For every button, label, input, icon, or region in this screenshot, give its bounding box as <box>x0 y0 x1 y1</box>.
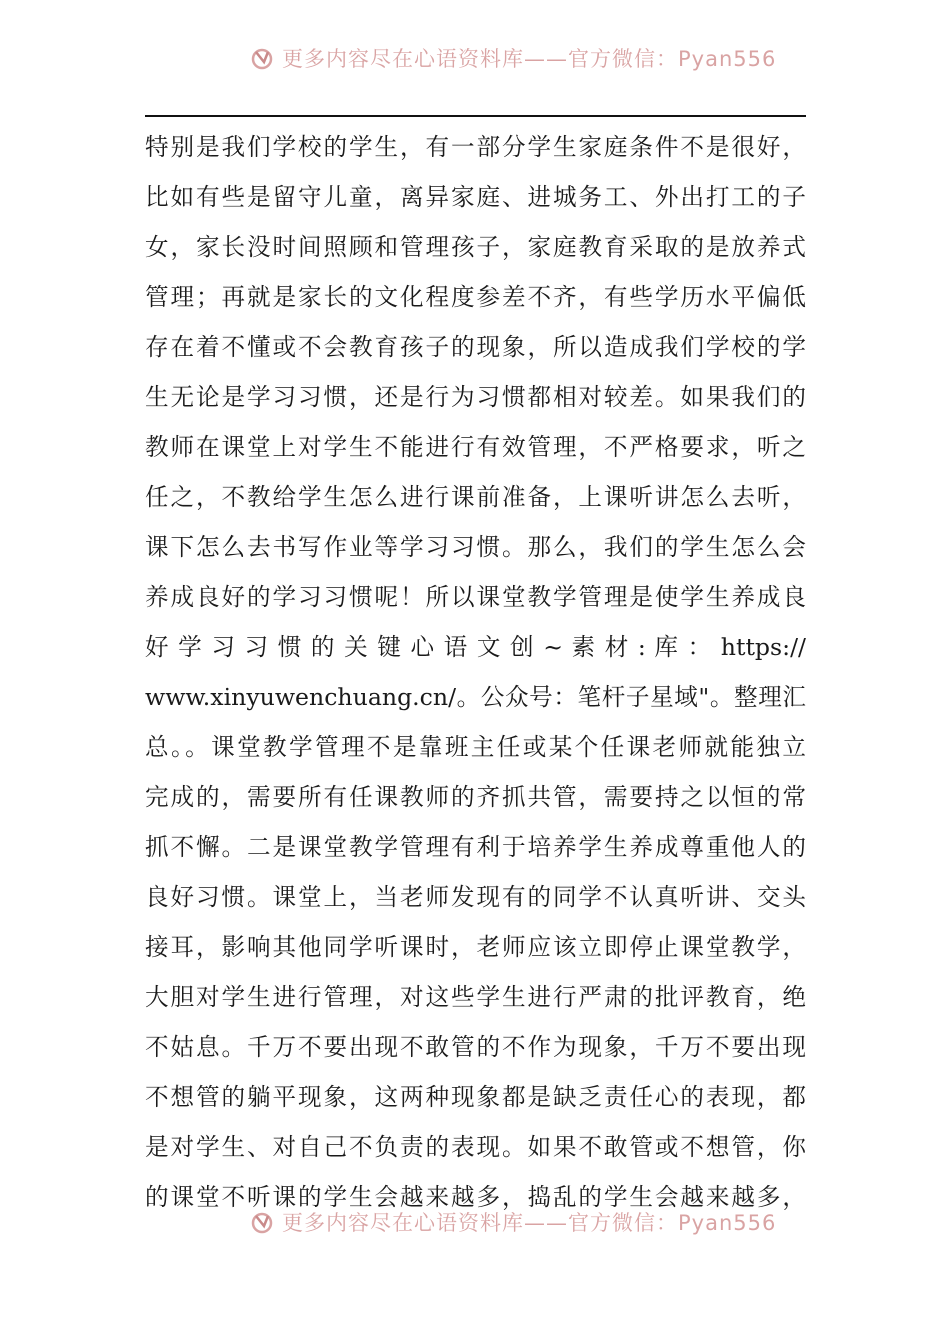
body-line: 存在着不懂或不会教育孩子的现象，所以造成我们学校的学 <box>145 333 806 361</box>
body-line: 总。。课堂教学管理不是靠班主任或某个任课老师就能独立 <box>145 733 806 761</box>
body-line: 特别是我们学校的学生，有一部分学生家庭条件不是很好， <box>145 133 806 161</box>
body-line: 养成良好的学习习惯呢！所以课堂教学管理是使学生养成良 <box>145 583 806 611</box>
footer-watermark <box>0 1200 950 1240</box>
body-line: 任之，不教给学生怎么进行课前准备，上课听讲怎么去听， <box>145 483 806 511</box>
body-line: 好 学 习 习 惯 的 关 键 心 语 文 创 ~ 素 材 : 库 ： https:// <box>145 633 806 661</box>
footer-watermark-text: 更多内容尽在心语资料库——官方微信：Pyan556 <box>282 1211 777 1235</box>
brand-logo-icon <box>250 48 274 70</box>
body-line: 接耳，影响其他同学听课时，老师应该立即停止课堂教学， <box>145 933 806 961</box>
body-line: 课下怎么去书写作业等学习习惯。那么，我们的学生怎么会 <box>145 533 806 561</box>
brand-logo-icon <box>250 1210 274 1234</box>
body-line: 抓不懈。二是课堂教学管理有利于培养学生养成尊重他人的 <box>145 833 806 861</box>
body-line: 不姑息。千万不要出现不敢管的不作为现象，千万不要出现 <box>145 1033 806 1061</box>
body-line: 良好习惯。课堂上，当老师发现有的同学不认真听讲、交头 <box>145 883 806 911</box>
body-line: 不想管的躺平现象，这两种现象都是缺乏责任心的表现，都 <box>145 1083 806 1111</box>
header-divider <box>145 115 806 117</box>
header-watermark <box>0 48 950 88</box>
body-line: 女，家长没时间照顾和管理孩子，家庭教育采取的是放养式 <box>145 233 806 261</box>
document-body <box>145 122 806 1222</box>
body-line: 比如有些是留守儿童，离异家庭、进城务工、外出打工的子 <box>145 183 806 211</box>
header-watermark-text: 更多内容尽在心语资料库——官方微信：Pyan556 <box>282 48 777 71</box>
body-line: www.xinyuwenchuang.cn/。公众号：笔杆子星域"。整理汇 <box>145 683 806 711</box>
body-line: 的课堂不听课的学生会越来越多，捣乱的学生会越来越多， <box>145 1183 806 1211</box>
body-line: 生无论是学习习惯，还是行为习惯都相对较差。如果我们的 <box>145 383 806 411</box>
body-line: 完成的，需要所有任课教师的齐抓共管，需要持之以恒的常 <box>145 783 806 811</box>
body-line: 是对学生、对自己不负责的表现。如果不敢管或不想管，你 <box>145 1133 806 1161</box>
body-line: 大胆对学生进行管理，对这些学生进行严肃的批评教育，绝 <box>145 983 806 1011</box>
body-line: 管理；再就是家长的文化程度参差不齐，有些学历水平偏低 <box>145 283 806 311</box>
body-line: 教师在课堂上对学生不能进行有效管理，不严格要求，听之 <box>145 433 806 461</box>
